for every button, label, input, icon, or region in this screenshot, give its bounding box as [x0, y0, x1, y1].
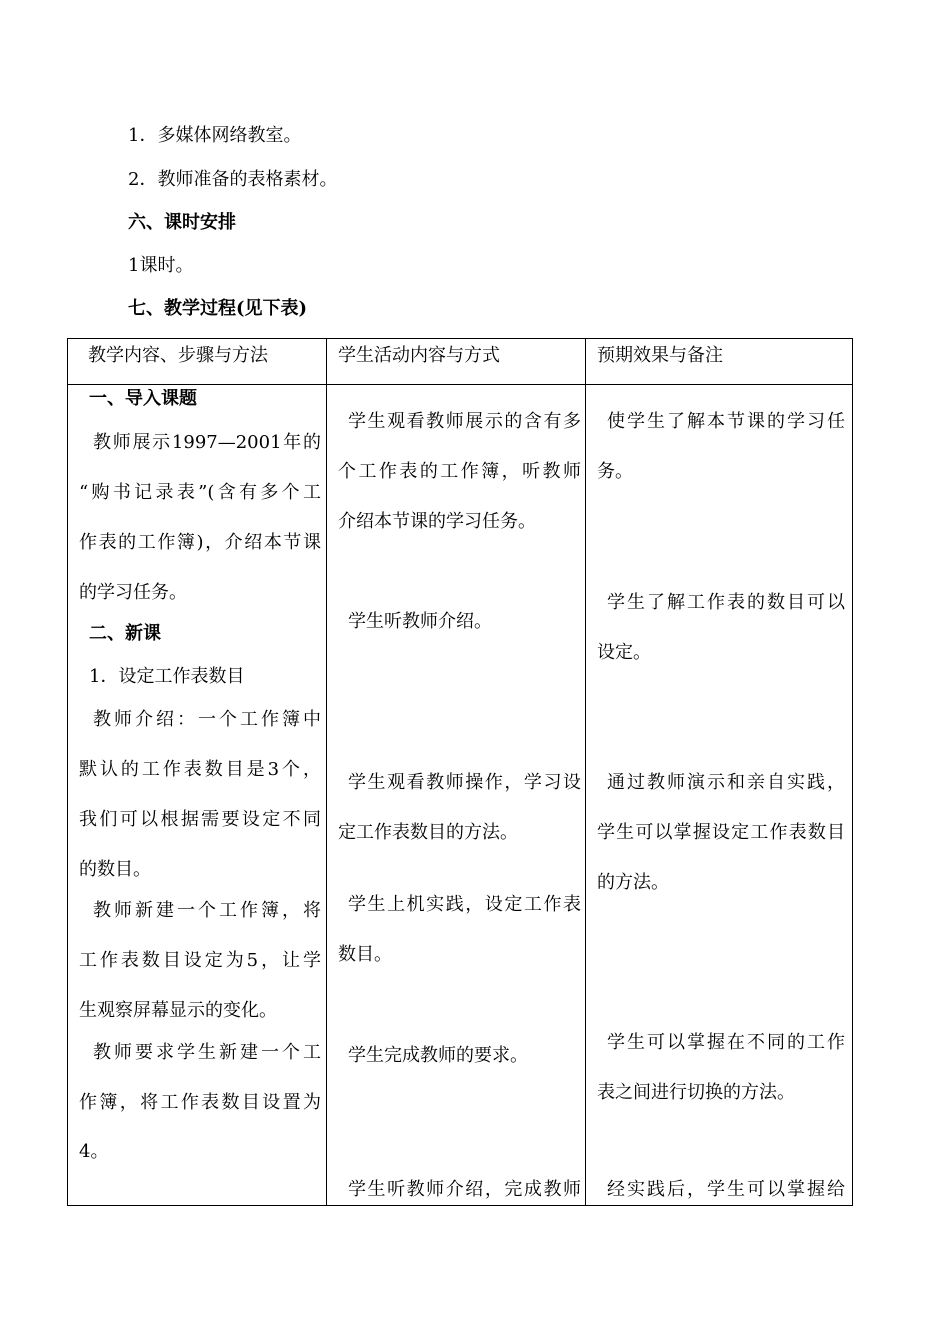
list-item-1: 1．多媒体网络教室。: [128, 125, 302, 146]
paragraph-line: 学生观看教师操作，学习设: [348, 772, 581, 793]
section-heading-7: 七、教学过程(见下表): [128, 298, 308, 319]
paragraph-line: “购书记录表”(含有多个工: [79, 482, 321, 503]
teaching-content-cell: [79, 389, 321, 1205]
paragraph-line: 学生完成教师的要求。: [348, 1045, 528, 1066]
expected-outcome-cell: [597, 389, 845, 1205]
paragraph-line: 学生上机实践，设定工作表: [348, 894, 581, 915]
paragraph-line: 作表的工作簿)，介绍本节课: [79, 532, 321, 553]
paragraph-line: 务。: [597, 461, 633, 482]
paragraph-line: 教师新建一个工作簿，将: [93, 900, 321, 921]
paragraph-line: 表之间进行切换的方法。: [597, 1082, 795, 1103]
paragraph-line: 作簿，将工作表数目设置为: [79, 1092, 321, 1113]
student-activity-cell: [338, 389, 581, 1205]
paragraph-line: 个工作表的工作簿，听教师: [338, 461, 581, 482]
paragraph-line: 的方法。: [597, 872, 669, 893]
paragraph-line: 工作表数目设定为5，让学: [79, 950, 321, 971]
paragraph-line: 数目。: [338, 944, 392, 965]
paragraph-line: 学生观看教师展示的含有多: [348, 411, 581, 432]
list-item-2: 2．教师准备的表格素材。: [128, 169, 338, 190]
paragraph-line: 生观察屏幕显示的变化。: [79, 1000, 277, 1021]
paragraph-line: 学生听教师介绍。: [348, 611, 492, 632]
header-divider: [68, 384, 852, 385]
section-6-text: 1课时。: [128, 255, 194, 276]
paragraph-line: 使学生了解本节课的学习任: [607, 411, 845, 432]
paragraph-line: 的数目。: [79, 859, 151, 880]
column-header-student: 学生活动内容与方式: [338, 345, 500, 366]
paragraph-line: 介绍本节课的学习任务。: [338, 511, 536, 532]
subheading: 1．设定工作表数目: [89, 666, 245, 687]
paragraph-line: 默认的工作表数目是3个，: [79, 759, 321, 780]
paragraph-line: 教师要求学生新建一个工: [93, 1042, 321, 1063]
paragraph-line: 教师展示1997—2001年的: [93, 432, 321, 453]
paragraph-line: 4。: [79, 1141, 109, 1162]
column-divider: [585, 339, 586, 1205]
paragraph-line: 学生了解工作表的数目可以: [607, 592, 845, 613]
paragraph-line: 经实践后，学生可以掌握给: [607, 1179, 845, 1200]
paragraph-line: 学生可以掌握在不同的工作: [607, 1032, 845, 1053]
teaching-process-table: [67, 338, 853, 1206]
heading-intro: 一、导入课题: [89, 389, 197, 409]
paragraph-line: 设定。: [597, 642, 651, 663]
column-divider: [326, 339, 327, 1205]
paragraph-line: 通过教师演示和亲自实践，: [607, 772, 845, 793]
paragraph-line: 学生听教师介绍，完成教师: [348, 1179, 581, 1200]
section-heading-6: 六、课时安排: [128, 212, 236, 233]
column-header-notes: 预期效果与备注: [597, 345, 723, 366]
paragraph-line: 学生可以掌握设定工作表数目: [597, 822, 845, 843]
paragraph-line: 的学习任务。: [79, 582, 187, 603]
paragraph-line: 定工作表数目的方法。: [338, 822, 518, 843]
column-header-teaching: 教学内容、步骤与方法: [88, 345, 268, 366]
heading-new-lesson: 二、新课: [89, 623, 161, 644]
paragraph-line: 我们可以根据需要设定不同: [79, 809, 321, 830]
paragraph-line: 教师介绍：一个工作簿中: [93, 709, 321, 730]
